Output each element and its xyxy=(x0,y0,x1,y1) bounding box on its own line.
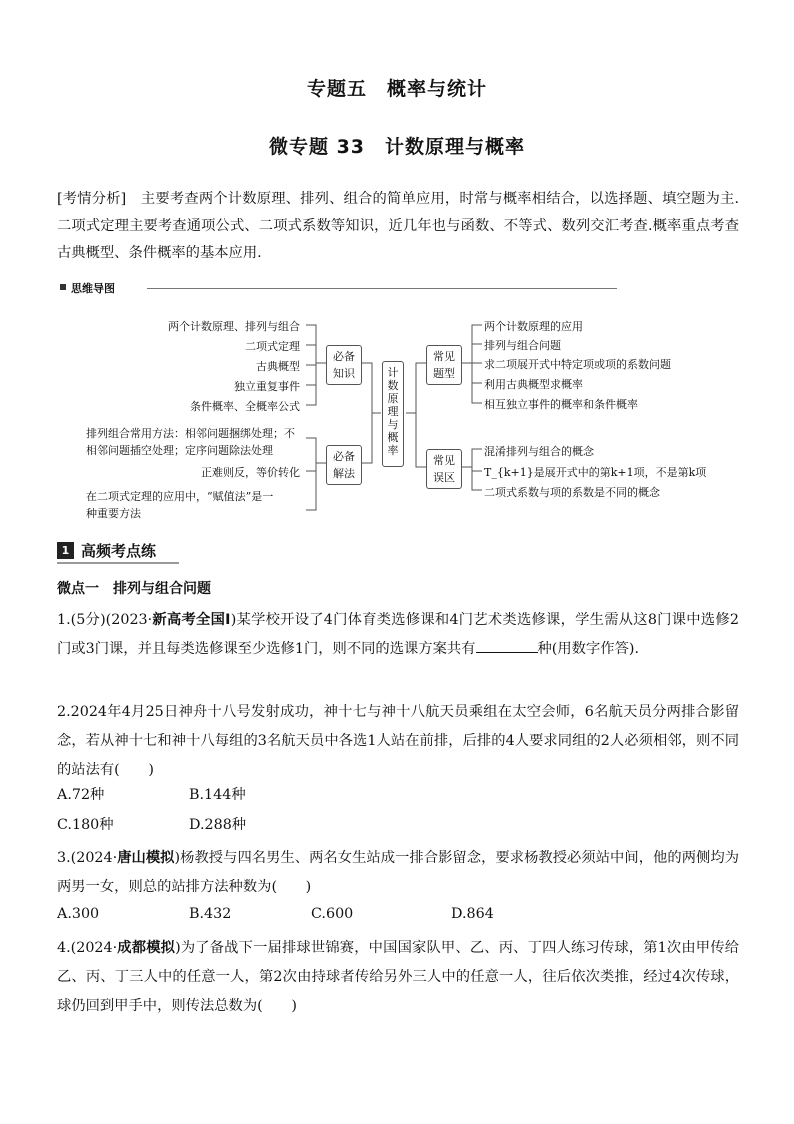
option-b[interactable]: B.144种 xyxy=(189,787,246,803)
analysis-text: 主要考查两个计数原理、排列、组合的简单应用，时常与概率相结合，以选择题、填空题为主.二项式定理主要考查通项公式、二项式系数等知识，近几年也与函数、不等式、数列交汇考查.概率重点考查古典概型、条件概率的基本应用. xyxy=(57,191,739,261)
option-c[interactable]: C.600 xyxy=(311,906,354,922)
topic-item: 排列与组合问题 xyxy=(484,339,561,352)
knowledge-item: 条件概率、全概率公式 xyxy=(190,400,300,413)
option-d[interactable]: D.864 xyxy=(451,906,494,922)
methods-box xyxy=(326,445,362,485)
analysis-paragraph xyxy=(57,186,739,267)
question-text: )杨教授与四名男生、两名女生站成一排合影留念，要求杨教授必须站中间，他的两侧均为两男一女，则总的站排方法种数为( ) xyxy=(57,850,739,895)
method-item: 相邻问题插空处理；定序问题除法处理 xyxy=(86,444,273,457)
section-heading: 高频考点练 xyxy=(81,542,157,560)
question-source: 新高考全国Ⅰ xyxy=(152,612,231,628)
knowledge-item: 两个计数原理、排列与组合 xyxy=(168,320,300,333)
section-number-icon: 1 xyxy=(57,542,74,559)
question-text: )为了备战下一届排球世锦赛，中国国家队甲、乙、丙、丁四人练习传球，第1次由甲传给乙、丙、丁三人中的任意一人，第2次由持球者传给另外三人中的任意一人，往后依次类推，经过4次传球，球仍回到甲手中，则传法总数为( ) xyxy=(57,940,740,1014)
question-source: 唐山模拟 xyxy=(117,850,175,866)
mind-map xyxy=(80,305,720,530)
knowledge-item: 二项式定理 xyxy=(245,340,300,353)
section-header xyxy=(57,540,177,564)
center-box-label: 计数原理与概率 xyxy=(387,366,399,457)
mistake-item: 二项式系数与项的系数是不同的概念 xyxy=(484,486,660,499)
knowledge-item: 独立重复事件 xyxy=(234,380,300,393)
mistake-item: T_{k+1}是展开式中的第k+1项，不是第k项 xyxy=(484,466,707,479)
topic-item: 利用古典概型求概率 xyxy=(484,378,583,391)
knowledge-box-label: 必备知识 xyxy=(333,350,355,380)
option-b[interactable]: B.432 xyxy=(189,906,232,922)
question-text: )某学校开设了4门体育类选修课和4门艺术类选修课，学生需从这8门课中选修2门或3门课，并且每类选修课至少选修1门，则不同的选课方案共有 xyxy=(57,612,739,657)
option-a[interactable]: A.300 xyxy=(57,906,100,922)
option-c[interactable]: C.180种 xyxy=(57,817,114,833)
topic-item: 相互独立事件的概率和条件概率 xyxy=(484,398,638,411)
chapter-title: 专题五 概率与统计 xyxy=(306,78,487,100)
methods-box-label: 必备解法 xyxy=(333,450,355,480)
square-bullet-icon xyxy=(60,284,66,290)
method-item: 排列组合常用方法：相邻问题捆绑处理；不 xyxy=(86,427,295,440)
mistakes-box-label: 常见误区 xyxy=(433,454,455,484)
question-text: 2.2024年4月25日神舟十八号发射成功，神十七与神十八航天员乘组在太空会师，6名航天员分两排合影留念，若从神十七和神十八每组的3名航天员中各选1人站在前排，后排的4人要求同组的2人必须相邻，则不同的站法有( ) xyxy=(57,704,739,778)
mindmap-heading: 思维导图 xyxy=(71,282,115,295)
section-underline xyxy=(57,562,179,564)
divider xyxy=(147,288,617,289)
center-box xyxy=(382,361,404,467)
option-a[interactable]: A.72种 xyxy=(57,787,105,803)
topic-item: 两个计数原理的应用 xyxy=(484,320,583,333)
question-4 xyxy=(57,934,739,1021)
mindmap-header xyxy=(57,280,617,296)
subsection-title: 微点一 排列与组合问题 xyxy=(57,581,211,597)
method-item: 在二项式定理的应用中，“赋值法”是一 xyxy=(86,490,274,503)
knowledge-item: 古典概型 xyxy=(256,360,300,373)
question-3 xyxy=(57,844,739,902)
mistakes-box xyxy=(426,449,462,489)
option-d[interactable]: D.288种 xyxy=(189,817,247,833)
question-source: 成都模拟 xyxy=(117,940,176,956)
mistake-item: 混淆排列与组合的概念 xyxy=(484,445,594,458)
knowledge-box xyxy=(326,345,362,385)
topic-item: 求二项展开式中特定项或项的系数问题 xyxy=(484,358,671,371)
question-prefix: 3.(2024· xyxy=(57,850,118,866)
question-tail: 种(用数字作答). xyxy=(537,641,639,657)
question-prefix: 1.(5分)(2023· xyxy=(57,612,153,628)
question-2 xyxy=(57,698,739,785)
method-item: 种重要方法 xyxy=(86,507,141,520)
method-item: 正难则反，等价转化 xyxy=(201,466,300,479)
analysis-label: [考情分析] xyxy=(57,191,127,207)
topics-box-label: 常见题型 xyxy=(433,350,455,380)
question-1 xyxy=(57,606,739,664)
section-title: 微专题 33 计数原理与概率 xyxy=(268,136,526,158)
topics-box xyxy=(426,345,462,385)
question-prefix: 4.(2024· xyxy=(57,940,118,956)
answer-blank[interactable] xyxy=(476,638,538,653)
